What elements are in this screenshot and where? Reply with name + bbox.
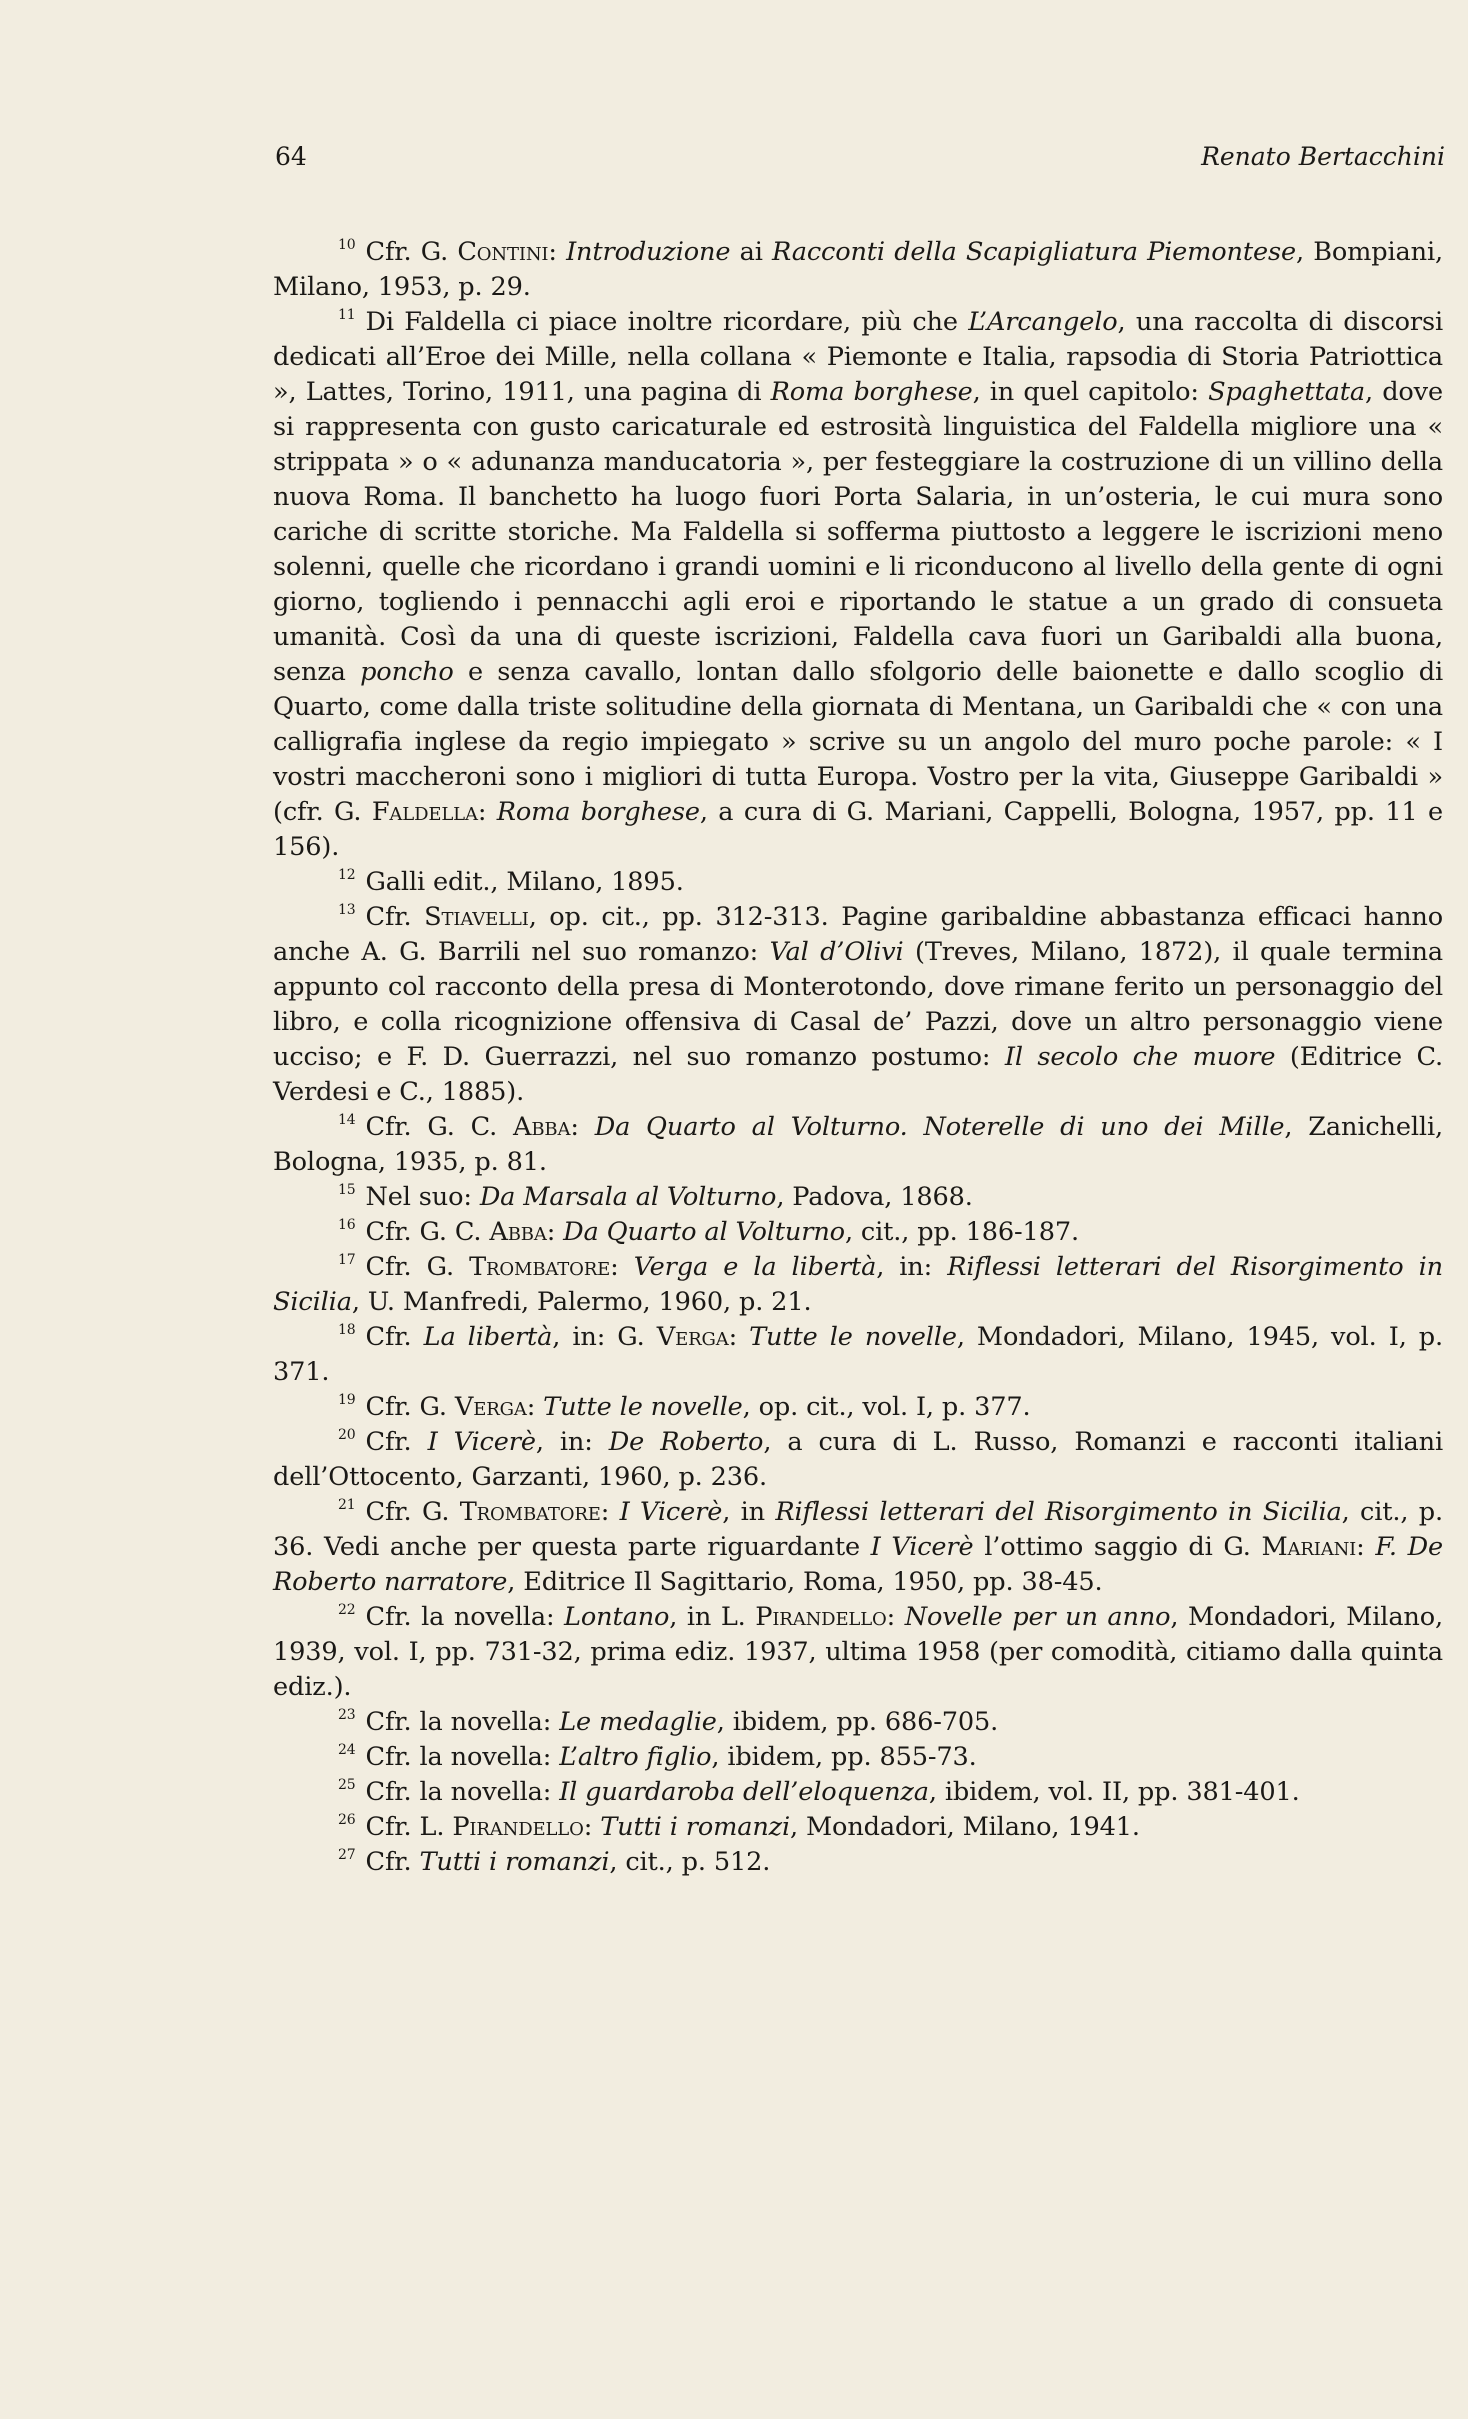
footnote-text: Cfr. la novella: Le medaglie, ibidem, pp. 686-705.: [365, 1707, 999, 1737]
footnote-number: 15: [338, 1182, 356, 1198]
footnote-number: 27: [338, 1847, 356, 1863]
footnote-number: 12: [338, 867, 356, 883]
footnote-26: [273, 1810, 1443, 1845]
footnote-12: [273, 865, 1443, 900]
footnote-18: [273, 1320, 1443, 1390]
footnote-text: Cfr. La libertà, in: G. Verga: Tutte le novelle, Mondadori, Milano, 1945, vol. I, p. 371.: [273, 1322, 1443, 1387]
footnote-text: Cfr. G. Trombatore: I Vicerè, in Riflessi letterari del Risorgimento in Sicilia, cit., p. 36. Vedi anche per questa parte riguardante I Vicerè l’ottimo saggio di G. Mariani: F. De Roberto narratore, Editrice Il Sagittario, Roma, 1950, pp. 38-45.: [273, 1497, 1443, 1597]
footnote-13: [273, 900, 1443, 1110]
footnote-22: [273, 1600, 1443, 1705]
footnote-23: [273, 1705, 1443, 1740]
footnote-25: [273, 1775, 1443, 1810]
footnote-number: 23: [338, 1707, 356, 1723]
footnote-number: 11: [338, 307, 356, 323]
footnote-20: [273, 1425, 1443, 1495]
footnote-number: 18: [338, 1322, 356, 1338]
footnote-text: Di Faldella ci piace inoltre ricordare, più che L’Arcangelo, una raccolta di discorsi dedicati all’Eroe dei Mille, nella collana « Piemonte e Italia, rapsodia di Storia Patriottica », Lattes, Torino, 1911, una pagina di Roma borghese, in quel capitolo: Spaghettata, dove si rappresenta con gusto caricaturale ed estrosità linguistica del Faldella migliore una « strippata » o « adunanza manducatoria », per festeggiare la costruzione di un villino della nuova Roma. Il banchetto ha luogo fuori Porta Salaria, in un’osteria, le cui mura sono cariche di scritte storiche. Ma Faldella si sofferma piuttosto a leggere le iscrizioni meno solenni, quelle che ricordano i grandi uomini e li riconducono al livello della gente di ogni giorno, togliendo i pennacchi agli eroi e riportando le statue a un grado di consueta umanità. Così da una di queste iscrizioni, Faldella cava fuori un Garibaldi alla buona, senza poncho e senza cavallo, lontan dallo sfolgorio delle baionette e dallo scoglio di Quarto, come dalla triste solitudine della giornata di Mentana, un Garibaldi che « con una calligrafia inglese da regio impiegato » scrive su un angolo del muro poche parole: « I vostri maccheroni sono i migliori di tutta Europa. Vostro per la vita, Giuseppe Garibaldi » (cfr. G. Faldella: Roma borghese, a cura di G. Mariani, Cappelli, Bologna, 1957, pp. 11 e 156).: [273, 307, 1444, 862]
footnote-15: [273, 1180, 1443, 1215]
footnote-27: [273, 1845, 1443, 1880]
footnote-10: [273, 235, 1443, 305]
footnote-number: 24: [338, 1742, 356, 1758]
footnote-17: [273, 1250, 1443, 1320]
footnote-number: 20: [338, 1427, 356, 1443]
footnote-number: 19: [338, 1392, 356, 1408]
footnote-number: 21: [338, 1497, 356, 1513]
footnote-14: [273, 1110, 1443, 1180]
footnote-number: 10: [338, 237, 356, 253]
footnote-text: Cfr. L. Pirandello: Tutti i romanzi, Mondadori, Milano, 1941.: [365, 1812, 1140, 1842]
footnotes: [273, 235, 1443, 1880]
footnote-number: 14: [338, 1112, 356, 1128]
footnote-text: Cfr. G. Verga: Tutte le novelle, op. cit., vol. I, p. 377.: [365, 1392, 1031, 1422]
footnote-21: [273, 1495, 1443, 1600]
footnote-text: Cfr. la novella: L’altro figlio, ibidem, pp. 855-73.: [365, 1742, 977, 1772]
footnote-text: Cfr. la novella: Il guardaroba dell’eloquenza, ibidem, vol. II, pp. 381-401.: [365, 1777, 1300, 1807]
footnote-text: Cfr. Stiavelli, op. cit., pp. 312-313. Pagine garibaldine abbastanza efficaci hanno anche A. G. Barrili nel suo romanzo: Val d’Olivi (Treves, Milano, 1872), il quale termina appunto col racconto della presa di Monterotondo, dove rimane ferito un personaggio del libro, e colla ricognizione offensiva di Casal de’ Pazzi, dove un altro personaggio viene ucciso; e F. D. Guerrazzi, nel suo romanzo postumo: Il secolo che muore (Editrice C. Verdesi e C., 1885).: [273, 902, 1443, 1107]
footnote-11: [273, 305, 1443, 865]
footnote-19: [273, 1390, 1443, 1425]
footnote-text: Cfr. I Vicerè, in: De Roberto, a cura di L. Russo, Romanzi e racconti italiani dell’Ottocento, Garzanti, 1960, p. 236.: [273, 1427, 1443, 1492]
footnote-24: [273, 1740, 1443, 1775]
footnote-text: Cfr. G. Contini: Introduzione ai Racconti della Scapigliatura Piemontese, Bompiani, Milano, 1953, p. 29.: [273, 237, 1443, 302]
footnote-text: Cfr. Tutti i romanzi, cit., p. 512.: [365, 1847, 771, 1877]
footnote-text: Cfr. G. C. Abba: Da Quarto al Volturno, cit., pp. 186-187.: [365, 1217, 1079, 1247]
page-number: 64: [275, 142, 307, 171]
footnote-text: Galli edit., Milano, 1895.: [365, 867, 684, 897]
footnote-number: 13: [338, 902, 356, 918]
footnote-number: 26: [338, 1812, 356, 1828]
running-head-author: Renato Bertacchini: [1201, 142, 1445, 171]
footnote-number: 17: [338, 1252, 356, 1268]
footnote-text: Cfr. la novella: Lontano, in L. Pirandello: Novelle per un anno, Mondadori, Milano, 1939, vol. I, pp. 731-32, prima ediz. 1937, ultima 1958 (per comodità, citiamo dalla quinta ediz.).: [273, 1602, 1443, 1702]
footnote-text: Cfr. G. Trombatore: Verga e la libertà, in: Riflessi letterari del Risorgimento in Sicilia, U. Manfredi, Palermo, 1960, p. 21.: [273, 1252, 1443, 1317]
footnote-number: 22: [338, 1602, 356, 1618]
footnote-number: 16: [338, 1217, 356, 1233]
footnote-text: Nel suo: Da Marsala al Volturno, Padova, 1868.: [365, 1182, 973, 1212]
footnote-text: Cfr. G. C. Abba: Da Quarto al Volturno. Noterelle di uno dei Mille, Zanichelli, Bologna, 1935, p. 81.: [273, 1112, 1443, 1177]
footnote-number: 25: [338, 1777, 356, 1793]
page-header: [275, 137, 1445, 177]
footnote-16: [273, 1215, 1443, 1250]
